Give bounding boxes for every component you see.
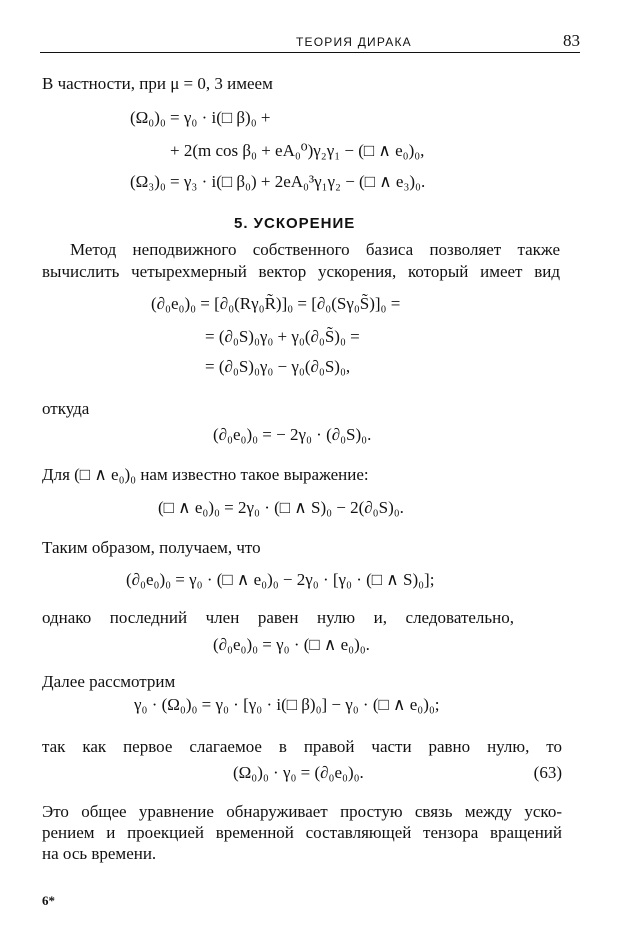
printer-signature: 6* [42,893,55,908]
paragraph-line: вычислить четырехмерный вектор ускорения, который имеет вид [42,262,560,281]
text-line: Таким образом, получаем, что [42,538,261,557]
paragraph-line: Это общее уравнение обнаруживает простую связь между уско- [42,802,562,821]
paragraph-line: рением и проекцией временной составляющей тензора вращений [42,823,562,842]
text-line: так как первое слагаемое в правой части равно нулю, то [42,737,562,756]
text-line: однако последний член равен нулю и, следовательно, [42,608,514,627]
formula-acceleration-line2: = (∂₀S)₀γ₀ + γ₀(∂₀S̃)₀ = [205,327,360,346]
formula-gamma-omega: γ₀ · (Ω₀)₀ = γ₀ · [γ₀ · i(□ β)₀] − γ₀ · (□ ∧ e₀)₀; [134,695,440,714]
page-number: 83 [563,31,580,50]
formula-63: (Ω₀)₀ · γ₀ = (∂₀e₀)₀. [233,763,364,782]
text-line: В частности, при μ = 0, 3 имеем [42,74,273,93]
formula-acceleration-line3: = (∂₀S)₀γ₀ − γ₀(∂₀S)₀, [205,357,351,376]
formula-omega3: (Ω₃)₀ = γ₃ · i(□ β₀) + 2eA₀³γ₁γ₂ − (□ ∧ e₃)₀. [130,172,426,191]
equation-number: (63) [533,763,562,782]
text-line: откуда [42,399,90,418]
formula-acceleration-line1: (∂₀e₀)₀ = [∂₀(Rγ₀R̃)]₀ = [∂₀(Sγ₀S̃)]₀ = [151,294,401,313]
paragraph-line: Метод неподвижного собственного базиса позволяет также [70,240,560,259]
formula-omega0-line1: (Ω₀)₀ = γ₀ · i(□ β)₀ + [130,108,271,127]
formula-omega0-line2: + 2(m cos β₀ + eA₀⁰)γ₂γ₁ − (□ ∧ e₀)₀, [170,141,425,160]
formula-result: (∂₀e₀)₀ = γ₀ · (□ ∧ e₀)₀. [213,635,370,654]
running-head-title: ТЕОРИЯ ДИРАКА [296,35,412,49]
paragraph-line: на ось времени. [42,844,157,863]
formula-combined: (∂₀e₀)₀ = γ₀ · (□ ∧ e₀)₀ − 2γ₀ · [γ₀ · (□ ∧ S)₀]; [126,570,435,589]
formula-derivative: (∂₀e₀)₀ = − 2γ₀ · (∂₀S)₀. [213,425,372,444]
running-head [40,30,580,54]
text-line: Для (□ ∧ e₀)₀ нам известно такое выражение: [42,465,369,484]
section-heading: 5. УСКОРЕНИЕ [234,215,356,232]
formula-wedge: (□ ∧ e₀)₀ = 2γ₀ · (□ ∧ S)₀ − 2(∂₀S)₀. [158,498,404,517]
header-rule [40,52,580,53]
text-line: Далее рассмотрим [42,672,176,691]
